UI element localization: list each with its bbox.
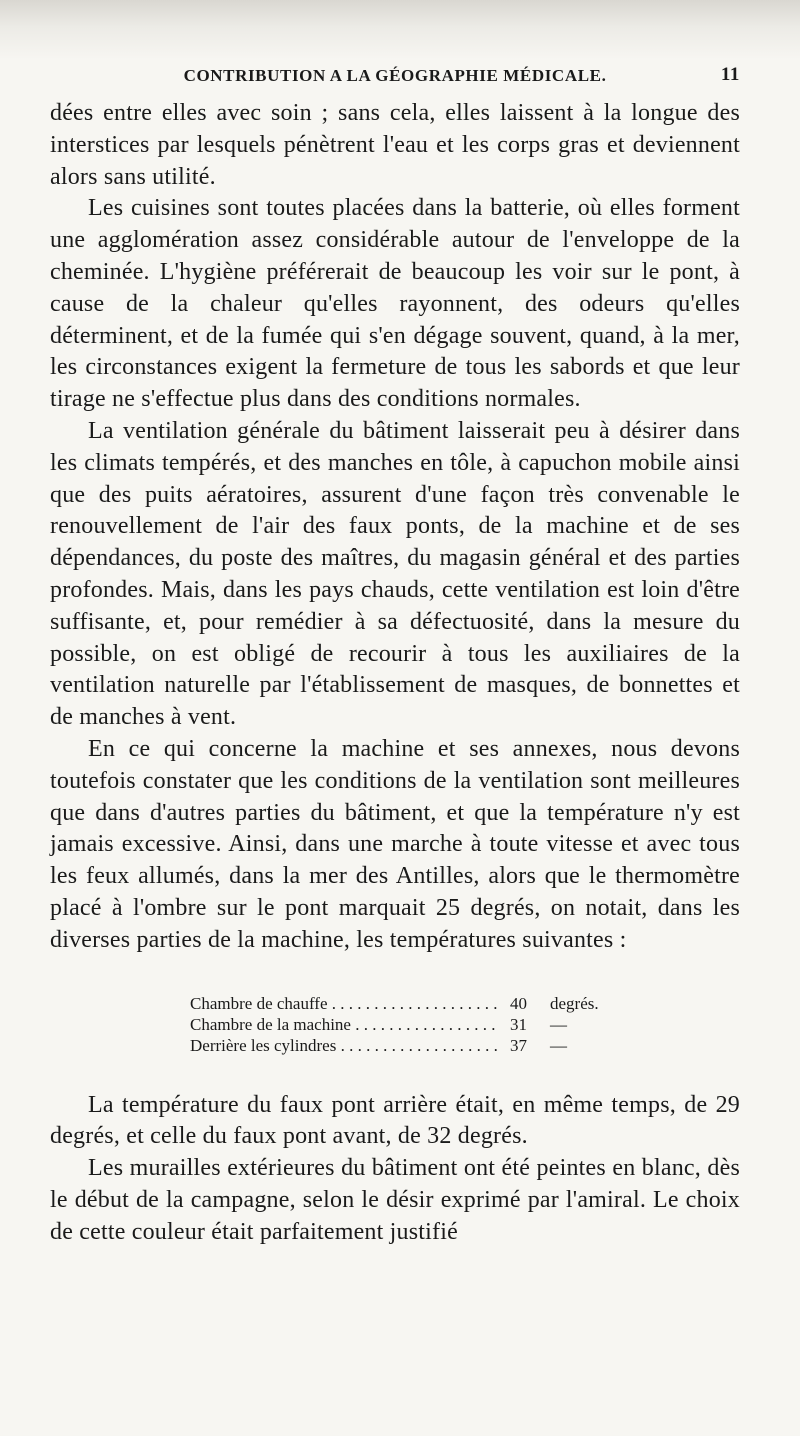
temperature-value: 40 xyxy=(510,993,527,1013)
paragraph-murailles: Les murailles extérieures du bâtiment ont été peintes en blanc, dès le début de la campagne, selon le désir exprimé par l'amiral. Le choix de cette couleur était parfaitement justifié xyxy=(50,1155,740,1245)
table-row xyxy=(190,993,610,1014)
paragraph-faux-pont: La température du faux pont arrière était, en même temps, de 29 degrés, et celle du faux pont avant, de 32 degrés. xyxy=(50,1091,740,1150)
temperature-label: Chambre de chauffe . . . xyxy=(190,993,498,1014)
temperature-label: Derrière les cylindres . . . xyxy=(190,1035,498,1056)
table-row xyxy=(190,1014,610,1035)
paragraph-continued: dées entre elles avec soin ; sans cela, elles laissent à la longue des interstices par lesquels pénètrent l'eau et les corps gras et deviennent alors sans utilité. xyxy=(50,100,740,190)
running-head xyxy=(50,62,740,98)
temperature-label: Chambre de la machine . . . xyxy=(190,1014,498,1035)
temperature-unit: — xyxy=(550,1035,567,1055)
page-number: 11 xyxy=(720,64,740,85)
temperature-value: 37 xyxy=(510,1035,527,1055)
temperature-unit: — xyxy=(550,1014,567,1034)
paragraph-ventilation: La ventilation générale du bâtiment laisserait peu à désirer dans les climats tempérés, et des manches en tôle, à capuchon mobile ainsi que des puits aératoires, assurent d'une façon très convenable le renouvellement de l'air des faux ponts, de la machine et de ses dépendances, du poste des maîtres, du magasin général et des parties profondes. Mais, dans les pays chauds, cette ventilation est loin d'être suffisante, et, pour remédier à sa défectuosité, dans la mesure du possible, on est obligé de recourir à tous les auxiliaires de la ventilation naturelle par l'établissement de masques, de bonnettes et de manches à vent. xyxy=(50,417,740,731)
document-page xyxy=(50,62,740,1249)
temperature-unit: degrés. xyxy=(550,993,599,1013)
running-title: CONTRIBUTION A LA GÉOGRAPHIE MÉDICALE. xyxy=(183,66,607,85)
scan-top-shadow xyxy=(0,0,800,60)
temperature-value: 31 xyxy=(510,1014,527,1034)
paragraph-machine: En ce qui concerne la machine et ses annexes, nous devons toutefois constater que les conditions de la ventilation sont meilleures que dans d'autres parties du bâtiment, et que la température n'y est jamais excessive. Ainsi, dans une marche à toute vitesse et avec tous les feux allumés, dans la mer des Antilles, alors que le thermomètre placé à l'ombre sur le pont marquait 25 degrés, on notait, dans les diverses parties de la machine, les températures suivantes : xyxy=(50,735,740,953)
table-row xyxy=(190,1035,610,1056)
temperature-table xyxy=(190,993,610,1056)
paragraph-cuisines: Les cuisines sont toutes placées dans la batterie, où elles forment une agglomération assez considérable autour de l'enveloppe de la cheminée. L'hygiène préférerait de beaucoup les voir sur le pont, à cause de la chaleur qu'elles rayonnent, des odeurs qu'elles déterminent, et de la fumée qui s'en dégage souvent, quand, à la mer, les circonstances exigent la fermeture de tous les sabords et que leur tirage ne s'effectue plus dans des conditions normales. xyxy=(50,195,740,413)
